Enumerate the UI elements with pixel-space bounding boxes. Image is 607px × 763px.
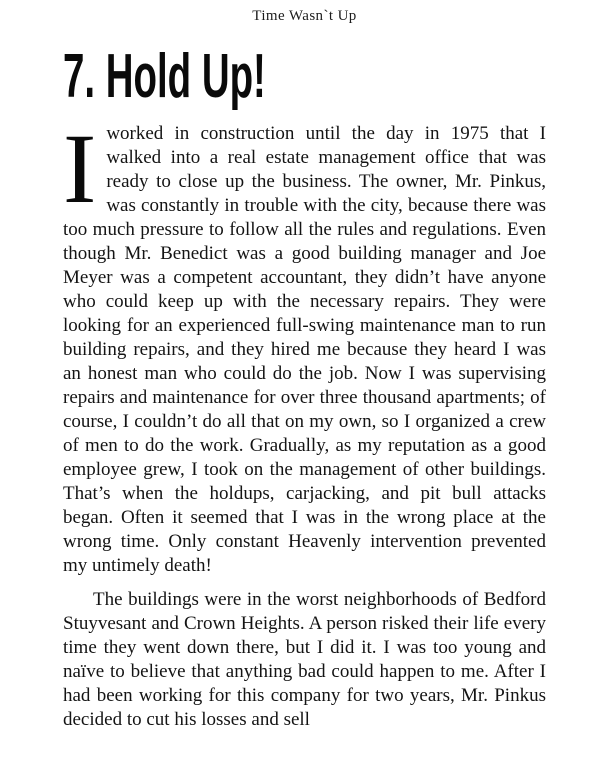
paragraph-1-text: worked in construction until the day in 1975 that I walked into a real estate management office that was ready to close up the business. The owner, Mr. Pinkus, was constantly in trouble with the city, because there was too much pressure to follow all the rules and regulations. Even though Mr. Benedict was a good building manager and Joe Meyer was a competent accountant, they didn’t have anyone who could keep up with the necessary repairs. They were looking for an experienced full-swing maintenance man to run building repairs, and they hired me because they heard I was an honest man who could do the job. Now I was supervising repairs and maintenance for over three thousand apartments; of course, I couldn’t do all that on my own, so I organized a crew of men to do the work. Gradually, as my reputation as a good employee grew, I took on the management of other buildings. That’s when the holdups, carjacking, and pit bull attacks began. Often it seemed that I was in the wrong place at the wrong time. Only constant Heavenly intervention prevented my untimely death! [63,123,546,576]
paragraph-1 [63,113,546,578]
body-text [63,113,546,732]
chapter-title [63,42,546,111]
running-header: Time Wasn`t Up [252,8,357,24]
paragraph-2: The buildings were in the worst neighborhoods of Bedford Stuyvesant and Crown Heights. A person risked their life every time they went down there, but I did it. I was too young and naïve to believe that anything bad could happen to me. After I had been working for this company for two years, Mr. Pinkus decided to cut his losses and sell [63,589,546,730]
chapter-title-text: 7. Hold Up! [63,42,266,111]
drop-cap: I [63,113,97,224]
